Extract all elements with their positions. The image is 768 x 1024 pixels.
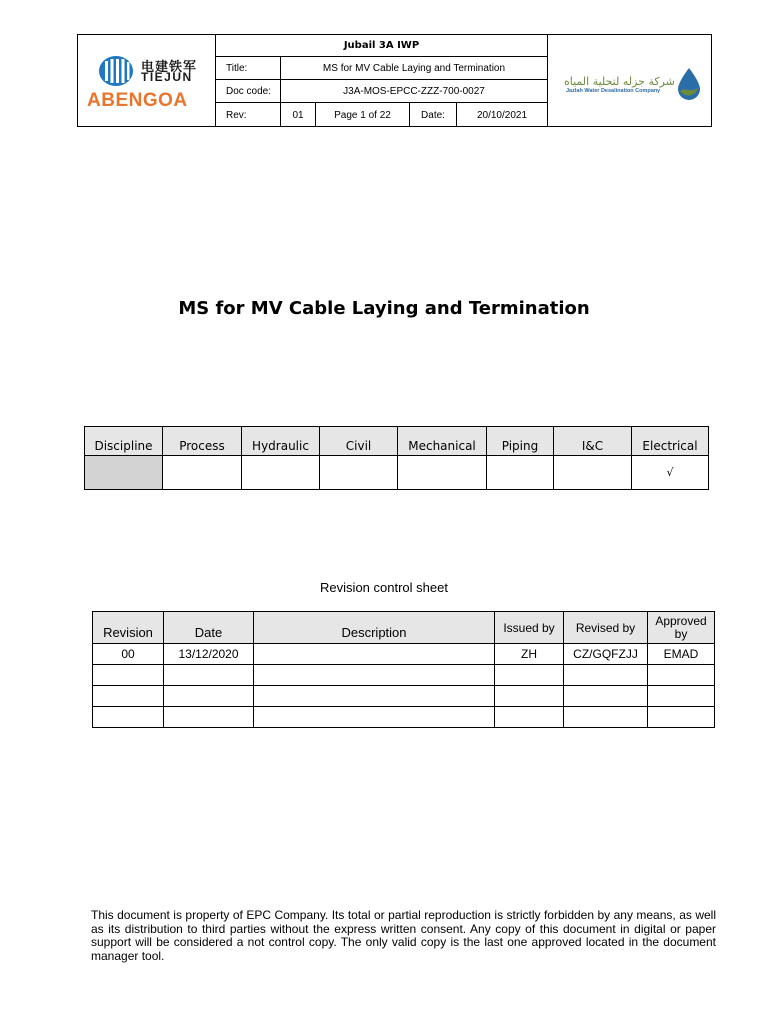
electrical-checkmark: √ <box>632 456 709 490</box>
issued-by-cell <box>495 686 564 707</box>
revision-cell <box>93 686 164 707</box>
revision-header-row <box>93 612 715 644</box>
hydraulic-header: Hydraulic <box>242 427 320 456</box>
piping-value <box>487 456 554 490</box>
approved-by-cell <box>648 665 715 686</box>
date-cell <box>164 707 254 728</box>
project-name: Jubail 3A IWP <box>343 40 420 51</box>
document-header <box>77 34 712 127</box>
revision-table <box>92 611 715 728</box>
doc-code-value: J3A-MOS-EPCC-ZZZ-700-0027 <box>280 80 547 102</box>
rev-value: 01 <box>280 103 315 127</box>
description-cell <box>254 644 495 665</box>
revised-by-cell <box>564 686 648 707</box>
revised-by-cell: CZ/GQFZJJ <box>564 644 648 665</box>
piping-header: Piping <box>487 427 554 456</box>
description-cell <box>254 686 495 707</box>
civil-header: Civil <box>320 427 398 456</box>
discipline-header: Discipline <box>85 427 163 456</box>
header-info <box>216 35 547 127</box>
document-title: MS for MV Cable Laying and Termination <box>178 298 590 319</box>
date-cell <box>164 686 254 707</box>
confidentiality-notice: This document is property of EPC Company. Its total or partial reproduction is strictly forbidden by any means, as well as its distribution to third parties without the express written consent. Any copy of this document in digital or paper support will be considered a not control copy. The only valid copy is the last one approved located in the document manager tool. <box>91 908 716 963</box>
description-header: Description <box>254 612 495 644</box>
electrical-header: Electrical <box>632 427 709 456</box>
revision-cell <box>93 665 164 686</box>
ic-value <box>554 456 632 490</box>
process-header: Process <box>163 427 242 456</box>
approved-by-cell: EMAD <box>648 644 715 665</box>
issued-by-cell <box>495 665 564 686</box>
discipline-table <box>84 426 709 490</box>
title-label: Title: <box>226 62 248 74</box>
approved-by-header: Approved by <box>648 612 715 644</box>
issued-by-cell <box>495 707 564 728</box>
issued-by-cell: ZH <box>495 644 564 665</box>
rev-label: Rev: <box>226 109 247 121</box>
process-value <box>163 456 242 490</box>
date-cell <box>164 665 254 686</box>
issued-by-header: Issued by <box>495 612 564 644</box>
title-value: MS for MV Cable Laying and Termination <box>280 57 547 79</box>
revised-by-header: Revised by <box>564 612 648 644</box>
revised-by-cell <box>564 665 648 686</box>
mechanical-value <box>398 456 487 490</box>
description-cell <box>254 665 495 686</box>
approved-by-cell <box>648 686 715 707</box>
page-number: Page 1 of 22 <box>315 103 409 127</box>
discipline-value <box>85 456 163 490</box>
jwdc-english-name: Jazlah Water Desalination Company <box>566 88 661 94</box>
company-logos <box>78 35 216 127</box>
revision-header: Revision <box>93 612 164 644</box>
jwdc-arabic-name: شركة جزله لتحلية المياه <box>564 75 675 88</box>
date-value: 20/10/2021 <box>456 103 547 127</box>
tiejun-chinese-name: 电建铁军 <box>141 59 198 74</box>
revised-by-cell <box>564 707 648 728</box>
approved-by-cell <box>648 707 715 728</box>
date-label: Date: <box>409 103 456 127</box>
date-cell: 13/12/2020 <box>164 644 254 665</box>
civil-value <box>320 456 398 490</box>
abengoa-logo: ABENGOA <box>87 90 188 111</box>
discipline-value-row <box>85 456 709 490</box>
date-header: Date <box>164 612 254 644</box>
revision-row <box>93 686 715 707</box>
revision-caption: Revision control sheet <box>320 580 448 595</box>
ic-header: I&C <box>554 427 632 456</box>
revision-row <box>93 707 715 728</box>
revision-cell: 00 <box>93 644 164 665</box>
hydraulic-value <box>242 456 320 490</box>
discipline-header-row <box>85 427 709 456</box>
revision-row <box>93 644 715 665</box>
water-drop-icon <box>676 67 702 101</box>
description-cell <box>254 707 495 728</box>
tiejun-logo-icon <box>98 55 134 87</box>
doc-code-label: Doc code: <box>226 85 272 97</box>
client-logo <box>547 35 712 127</box>
mechanical-header: Mechanical <box>398 427 487 456</box>
tiejun-english-name: TIEJUN <box>141 70 193 84</box>
revision-cell <box>93 707 164 728</box>
revision-row <box>93 665 715 686</box>
